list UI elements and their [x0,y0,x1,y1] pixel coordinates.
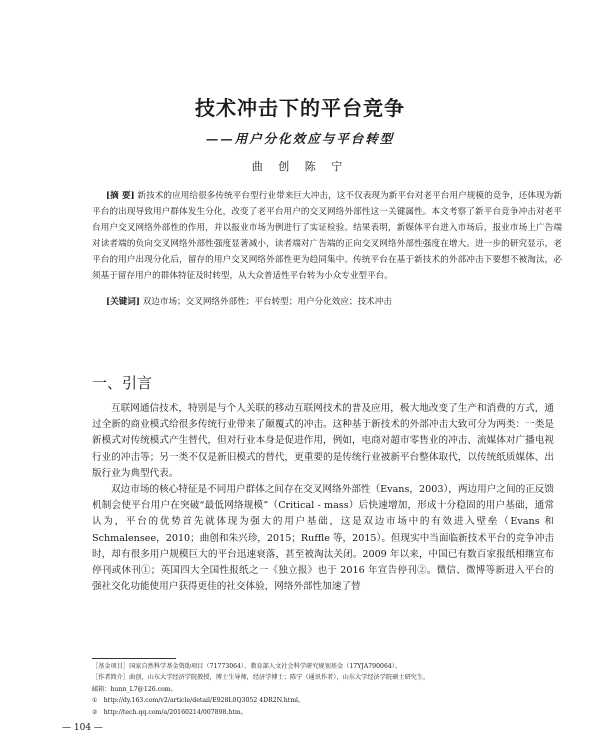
footnote-email: 邮箱：hunn_L7@126.com。 [92,685,177,693]
footnote-funding: ［基金项目］国家自然科学基金资助项目（71773064）、教育部人文社会科学研究规划基金（17YJA790064）。 [92,663,402,670]
body-paragraph: 互联网通信技术，特别是与个人关联的移动互联网技术的普及应用，极大地改变了生产和消费的方式，通过全新的商业模式给很多传统行业带来了颠覆式的冲击。这种基于新技术的外部冲击大致可分为两类：一类是新模式对传统模式产生替代，但对行业本身是促进作用，例如，电商对超市零售业的冲击、流媒体对广播电视行业的冲击等；另一类不仅是新旧模式的替代，更重要的是传统行业被新平台整体取代，以传统纸质媒体、出版行业为典型代表。 [92,403,554,479]
abstract-label: [摘 要] [106,191,135,201]
section-heading: 一、引言 [92,374,153,392]
keywords-text: 双边市场；交叉网络外部性；平台转型；用户分化效应；技术冲击 [142,297,392,307]
section-body [92,401,554,595]
footnote-divider [92,658,176,659]
abstract [92,188,562,285]
footnote-link-2: ② http://tech.qq.com/a/20160214/007898.htm。 [92,708,247,716]
footnote-link-1: ① http://dy.163.com/v2/article/detail/E928L0Q3052 4DR2N.html。 [92,697,305,705]
body-paragraph: 双边市场的核心特征是不同用户群体之间存在交叉网络外部性（Evans，2003），两边用户之间的正反馈机制会使平台用户在突破“最低网络规模”（Critical - mass）后快速增加，形成十分稳固的用户基础，通常认为，平台的优势首先就体现为强大的用户基础，这是双边市场中的有效进入壁垒（Evans 和 Schmalensee，2010；曲创和朱兴珍，2015；Ruffle 等，2015）。但现实中当面临新技术平台的竞争冲击时，却有很多用户规模巨大的平台迅速衰落，甚至被淘汰关闭。2009 年以来，中国已有数百家报纸相继宣布停刊或休刊①；英国四大全国性报纸之一《独立报》也于 2016 年宣告停刊②。微信、微博等新进入平台的强社交化功能使用户获得更佳的社交体验，网络外部性加速了替 [92,484,555,593]
footnote-author-info: ［作者简介］曲创，山东大学经济学院教授，博士生导师，经济学博士；陈宁（通讯作者），山东大学经济学院硕士研究生， [92,674,430,682]
article-subtitle: ——用户分化效应与平台转型 [205,131,395,146]
footnotes [92,661,562,718]
keywords [92,294,562,310]
article-authors: 曲 创 陈 宁 [251,160,349,173]
article-title: 技术冲击下的平台竞争 [195,96,405,120]
abstract-text: 新技术的应用给很多传统平台型行业带来巨大冲击，这不仅表现为新平台对老平台用户规模的竞争，还体现为新平台的出现导致用户群体发生分化，改变了老平台用户的交叉网络外部性这一关键属性。本文考察了新平台竞争冲击对老平台用户交叉网络外部性的作用，并以报业市场为例进行了实证检验。结果表明，新媒体平台进入市场后，报业市场上广告端对读者端的负向交叉网络外部性强度显著减小，读者端对广告端的正向交叉网络外部性强度在增大。进一步的研究显示，老平台的用户出现分化后，留存的用户交叉网络外部性更为趋同集中。传统平台在基于新技术的外部冲击下要想不被淘汰，必须基于留存用户的群体特征及时转型，从大众普适性平台转为小众专业型平台。 [92,191,562,282]
keywords-label: [关键词] [106,297,140,307]
page-number: — 104 — [62,723,103,733]
